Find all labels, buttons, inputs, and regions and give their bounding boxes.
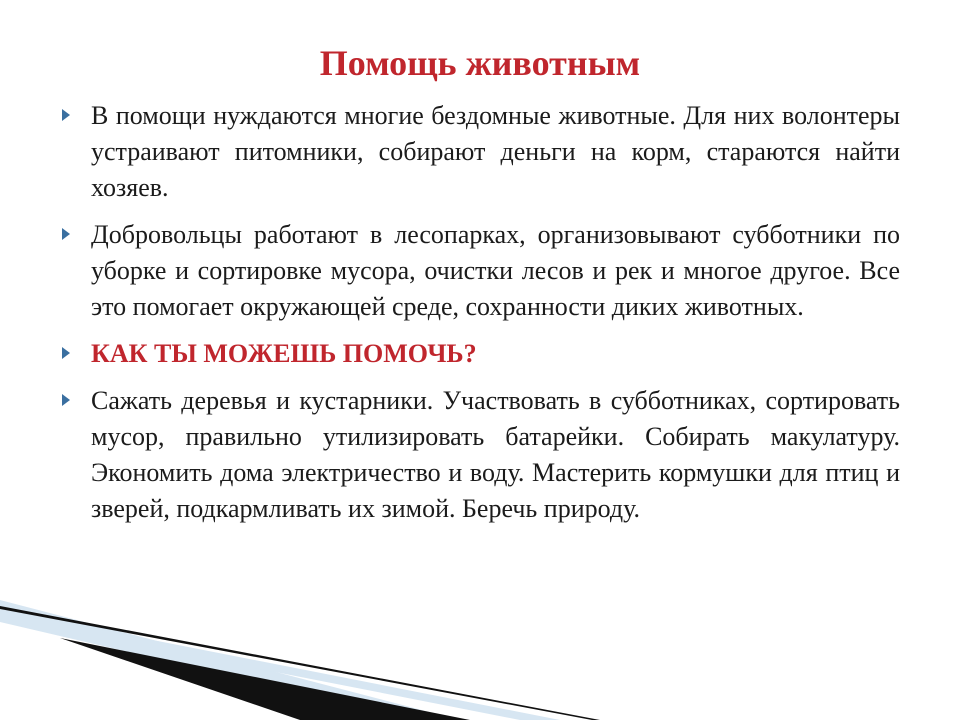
corner-decoration (0, 560, 960, 720)
bullet-arrow-icon (62, 228, 70, 240)
bullet-arrow-icon (62, 347, 70, 359)
bullet-item-volunteers (60, 217, 900, 325)
bullet-arrow-icon (62, 109, 70, 121)
decor-dark-band (60, 638, 470, 720)
bullet-list (60, 98, 900, 538)
bullet-item-actions (60, 383, 900, 527)
section-heading: КАК ТЫ МОЖЕШЬ ПОМОЧЬ? (91, 339, 477, 368)
bullet-item-how-to-help-heading (60, 336, 900, 372)
slide-title: Помощь животным (319, 43, 641, 83)
bullet-arrow-icon (62, 394, 70, 406)
bullet-item-homeless-animals (60, 98, 900, 206)
bullet-text: Добровольцы работают в лесопарках, организовывают субботники по уборке и сортировке мусора, очистки лесов и рек и многое другое. Все это помогает окружающей среде, сохранности диких животных. (91, 220, 900, 321)
decor-light-band (0, 600, 460, 720)
decor-dark-band (0, 606, 600, 720)
bullet-text: В помощи нуждаются многие бездомные животные. Для них волонтеры устраивают питомники, собирают деньги на корм, стараются найти хозяев. (91, 101, 900, 202)
bullet-text: Сажать деревья и кустарники. Участвовать в субботниках, сортировать мусор, правильно утилизировать батарейки. Собирать макулатуру. Экономить дома электричество и воду. Мастерить кормушки для птиц и зверей, подкармливать их зимой. Беречь природу. (91, 386, 900, 523)
decor-light-band (0, 610, 560, 720)
